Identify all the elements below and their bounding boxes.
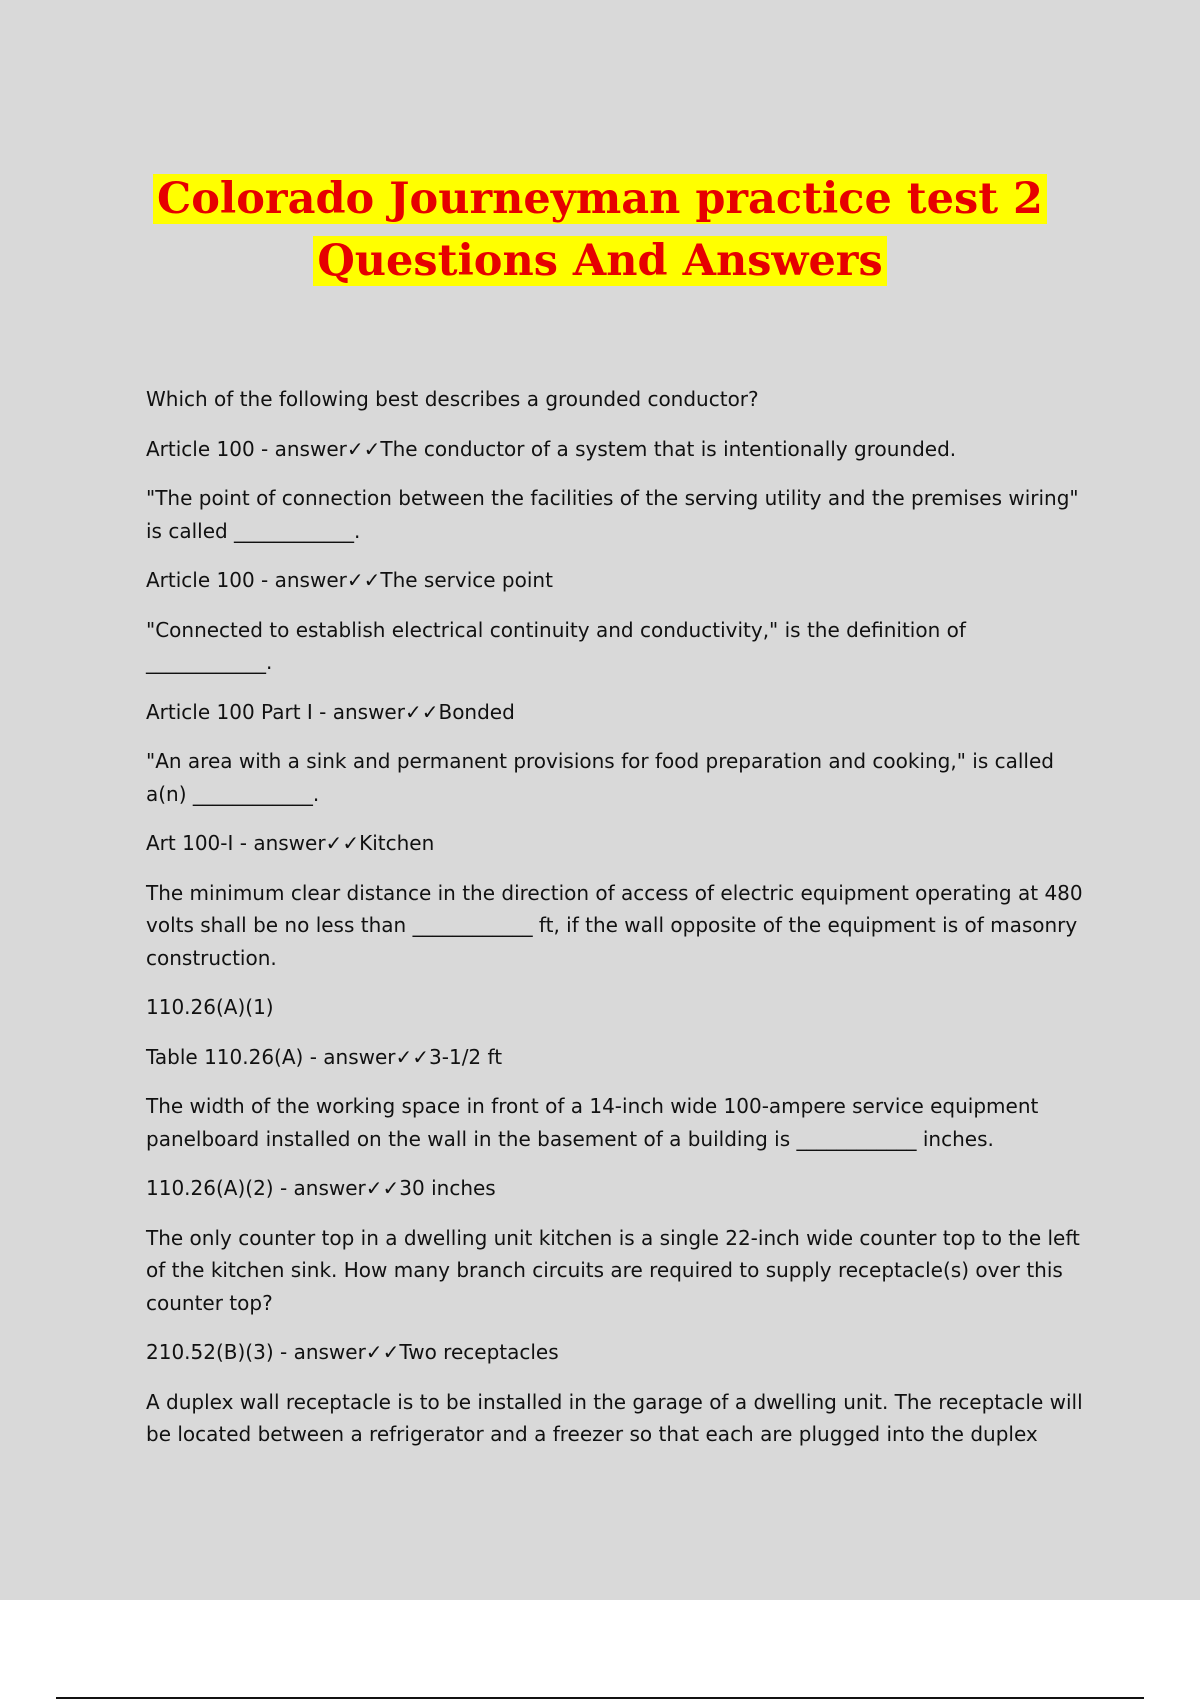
answer-paragraph: 110.26(A)(2) - answer✓✓30 inches bbox=[146, 1176, 496, 1200]
question-paragraph: The minimum clear distance in the direction of access of electric equipment operating at 480 volts shall be no less than ____________ ft, if the wall opposite of the equipment is of masonry construction. bbox=[146, 880, 1083, 970]
document-body bbox=[146, 383, 1096, 1468]
answer-paragraph: 210.52(B)(3) - answer✓✓Two receptacles bbox=[146, 1340, 559, 1364]
question-paragraph: Which of the following best describes a grounded conductor? bbox=[146, 387, 759, 411]
document-title bbox=[0, 168, 1200, 292]
question-paragraph: The only counter top in a dwelling unit kitchen is a single 22-inch wide counter top to the left of the kitchen sink. How many branch circuits are required to supply receptacle(s) over this counter top? bbox=[146, 1225, 1080, 1315]
title-line-2: Questions And Answers bbox=[313, 236, 886, 286]
answer-paragraph: Article 100 - answer✓✓The service point bbox=[146, 568, 553, 592]
question-paragraph: The width of the working space in front of a 14-inch wide 100-ampere service equipment panelboard installed on the wall in the basement of a building is ____________ inches. bbox=[146, 1094, 1039, 1151]
answer-paragraph: Art 100-I - answer✓✓Kitchen bbox=[146, 831, 435, 855]
reference-paragraph: 110.26(A)(1) bbox=[146, 995, 274, 1019]
question-paragraph: "The point of connection between the facilities of the serving utility and the premises wiring" is called ____________. bbox=[146, 486, 1079, 543]
answer-paragraph: Article 100 - answer✓✓The conductor of a system that is intentionally grounded. bbox=[146, 436, 957, 461]
answer-paragraph: Table 110.26(A) - answer✓✓3-1/2 ft bbox=[146, 1044, 503, 1069]
footer-divider bbox=[56, 1697, 1144, 1699]
title-line-1: Colorado Journeyman practice test 2 bbox=[153, 174, 1047, 224]
question-paragraph: A duplex wall receptacle is to be installed in the garage of a dwelling unit. The receptacle will be located between a refrigerator and a freezer so that each are plugged into the duplex bbox=[146, 1389, 1083, 1446]
question-paragraph: "Connected to establish electrical continuity and conductivity," is the definition of ____________. bbox=[146, 617, 966, 674]
question-paragraph: "An area with a sink and permanent provisions for food preparation and cooking," is called a(n) ____________. bbox=[146, 749, 1054, 806]
answer-paragraph: Article 100 Part I - answer✓✓Bonded bbox=[146, 699, 515, 724]
